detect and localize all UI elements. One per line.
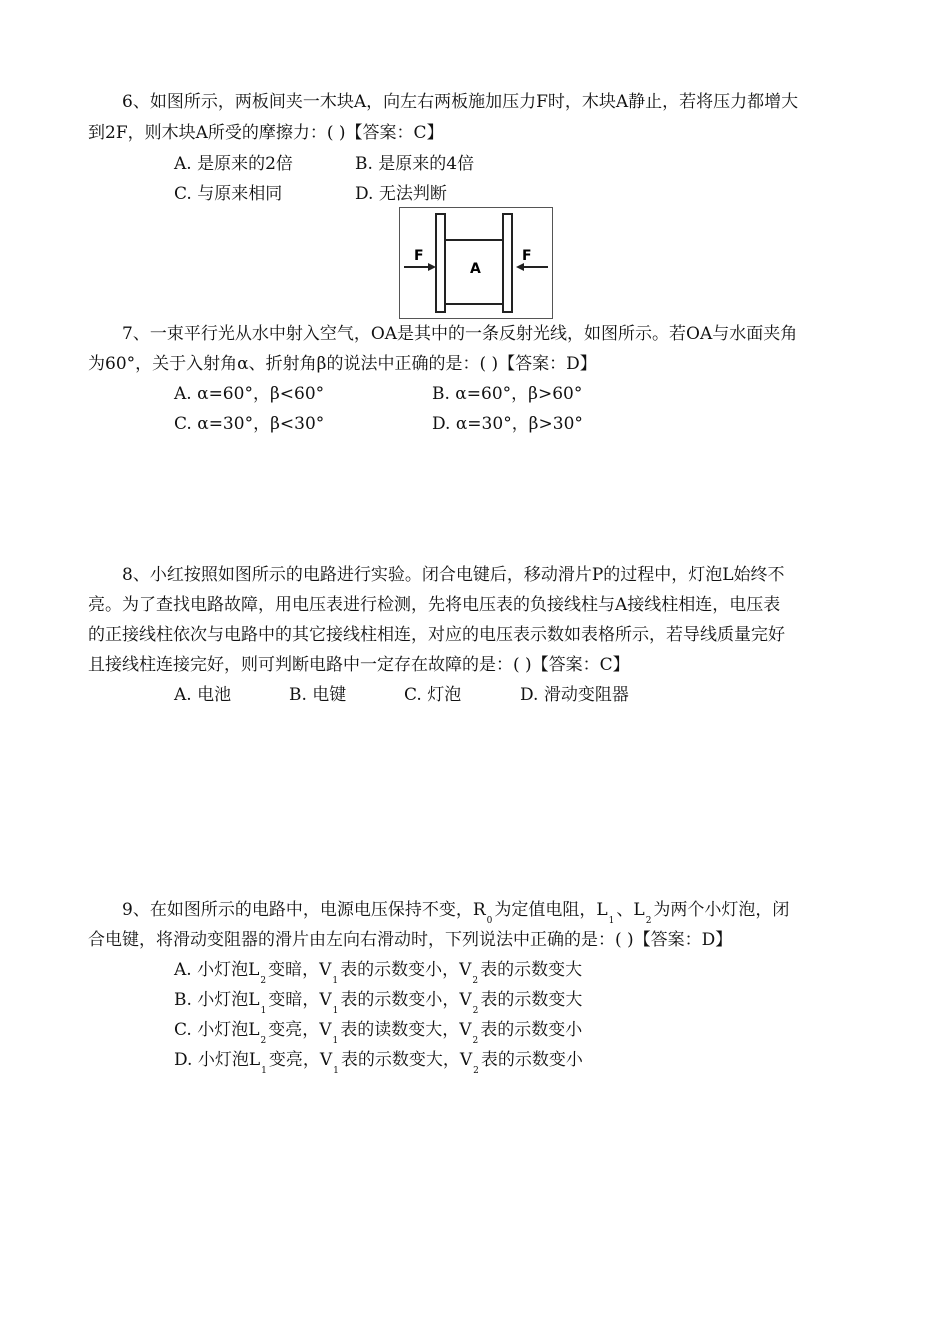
q9-c-text2: 变亮，V bbox=[268, 1020, 332, 1040]
q9-c-text1: C. 小灯泡L bbox=[174, 1020, 260, 1040]
q9-d-text2: 变亮，V bbox=[268, 1050, 333, 1070]
q9-stem-text-a: 9、在如图所示的电路中，电源电压保持不变，R bbox=[122, 900, 486, 920]
q9-stem-line2: 合电键，将滑动变阻器的滑片由左向右滑动时，下列说法中正确的是：( )【答案：D】 bbox=[88, 930, 733, 950]
q9-stem-text-d: 为两个小灯泡，闭 bbox=[653, 900, 790, 920]
q9-stem-line1 bbox=[122, 898, 789, 925]
q9-option-c bbox=[174, 1018, 582, 1045]
q9-b-text1: B. 小灯泡L bbox=[174, 990, 260, 1010]
q9-d-sub1: 1 bbox=[261, 1066, 267, 1076]
q9-a-text1: A. 小灯泡L bbox=[174, 960, 260, 980]
q9-b-text3: 表的示数变小，V bbox=[340, 990, 472, 1010]
q8-option-d: D. 滑动变阻器 bbox=[520, 685, 629, 705]
q6-stem-line1: 6、如图所示，两板间夹一木块A，向左右两板施加压力F时，木块A静止，若将压力都增大 bbox=[122, 92, 799, 112]
q9-b-sub1: 1 bbox=[260, 1006, 267, 1016]
left-arrowhead-icon bbox=[428, 263, 436, 271]
right-plate bbox=[503, 214, 512, 312]
q6-option-a: A. 是原来的2倍 bbox=[174, 154, 293, 174]
q9-option-b bbox=[174, 988, 582, 1015]
q8-stem-line4: 且接线柱连接完好，则可判断电路中一定存在故障的是：( )【答案：C】 bbox=[88, 655, 630, 675]
q9-a-sub2: 1 bbox=[332, 976, 339, 986]
q9-b-text4: 表的示数变大 bbox=[480, 990, 583, 1010]
q9-d-text3: 表的示数变大，V bbox=[340, 1050, 473, 1070]
left-force-label: F bbox=[414, 248, 424, 264]
q9-b-sub3: 2 bbox=[472, 1006, 479, 1016]
q9-d-text4: 表的示数变小 bbox=[480, 1050, 583, 1070]
block-label: A bbox=[470, 261, 481, 277]
q8-stem-line2: 亮。为了查找电路故障，用电压表进行检测，先将电压表的负接线柱与A接线柱相连，电压表 bbox=[88, 595, 781, 615]
q7-stem-line2: 为60°，关于入射角α、折射角β的说法中正确的是：( )【答案：D】 bbox=[88, 354, 597, 374]
q6-option-c: C. 与原来相同 bbox=[174, 184, 283, 204]
q7-option-b: B. α=60°，β>60° bbox=[432, 384, 583, 404]
q9-c-sub2: 1 bbox=[332, 1036, 339, 1046]
q9-a-text3: 表的示数变小，V bbox=[340, 960, 472, 980]
q6-stem-line2: 到2F，则木块A所受的摩擦力：( )【答案：C】 bbox=[88, 123, 444, 143]
q9-a-text2: 变暗，V bbox=[268, 960, 332, 980]
q9-d-sub2: 1 bbox=[333, 1066, 339, 1076]
q8-stem-line1: 8、小红按照如图所示的电路进行实验。闭合电键后，移动滑片P的过程中，灯泡L始终不 bbox=[122, 565, 785, 585]
q9-sub-r0: 0 bbox=[486, 916, 493, 926]
q9-d-sub3: 2 bbox=[473, 1066, 479, 1076]
q9-c-text3: 表的读数变大，V bbox=[340, 1020, 472, 1040]
q9-sub-l2: 2 bbox=[645, 916, 652, 926]
q9-c-sub3: 2 bbox=[472, 1036, 479, 1046]
q7-option-c: C. α=30°，β<30° bbox=[174, 414, 325, 434]
q9-option-a bbox=[174, 958, 582, 985]
q7-stem-line1: 7、一束平行光从水中射入空气，OA是其中的一条反射光线，如图所示。若OA与水面夹角 bbox=[122, 324, 798, 344]
q9-stem-text-b: 为定值电阻，L bbox=[494, 900, 608, 920]
right-force-label: F bbox=[522, 248, 532, 264]
q9-option-d bbox=[174, 1048, 583, 1075]
q8-option-c: C. 灯泡 bbox=[404, 685, 462, 705]
q8-stem-line3: 的正接线柱依次与电路中的其它接线柱相连，对应的电压表示数如表格所示，若导线质量完好 bbox=[88, 625, 785, 645]
q9-d-text1: D. 小灯泡L bbox=[174, 1050, 261, 1070]
q7-option-d: D. α=30°，β>30° bbox=[432, 414, 583, 434]
q7-option-a: A. α=60°，β<60° bbox=[174, 384, 325, 404]
q9-a-sub1: 2 bbox=[260, 976, 267, 986]
q6-option-b: B. 是原来的4倍 bbox=[355, 154, 475, 174]
q9-a-sub3: 2 bbox=[472, 976, 479, 986]
left-plate bbox=[436, 214, 445, 312]
right-arrowhead-icon bbox=[516, 263, 524, 271]
q9-b-sub2: 1 bbox=[332, 1006, 339, 1016]
q8-option-a: A. 电池 bbox=[174, 685, 232, 705]
q6-figure-plates-block bbox=[399, 207, 553, 319]
q9-a-text4: 表的示数变大 bbox=[480, 960, 583, 980]
q9-sub-l1: 1 bbox=[608, 916, 615, 926]
q9-stem-text-c: 、L bbox=[616, 900, 645, 920]
q9-c-sub1: 2 bbox=[260, 1036, 267, 1046]
q8-option-b: B. 电键 bbox=[289, 685, 347, 705]
q6-option-d: D. 无法判断 bbox=[355, 184, 447, 204]
q9-b-text2: 变暗，V bbox=[268, 990, 332, 1010]
q9-c-text4: 表的示数变小 bbox=[480, 1020, 583, 1040]
